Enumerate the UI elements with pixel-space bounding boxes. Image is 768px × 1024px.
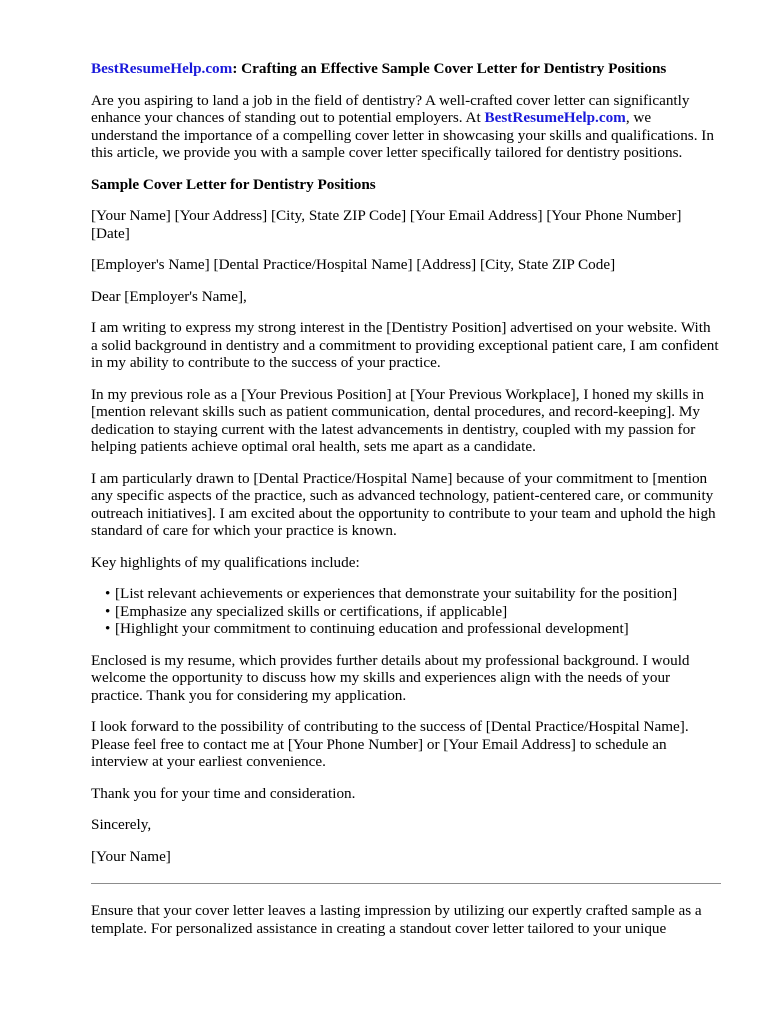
list-item-text: [Emphasize any specialized skills or certifications, if applicable] xyxy=(115,602,508,620)
sender-block xyxy=(91,207,721,242)
intro-site-link[interactable]: BestResumeHelp.com xyxy=(484,109,626,126)
document-content xyxy=(91,60,721,937)
letter-signature: [Your Name] xyxy=(91,847,171,865)
letter-paragraph-6: Thank you for your time and consideration. xyxy=(91,784,356,802)
letter-paragraph-3: I am particularly drawn to [Dental Practice/Hospital Name] because of your commitment to [mention any specific aspects of the practice, such as advanced technology, patient-centered care, or community outreach initiatives]. I am excited about the opportunity to contribute to your team and uphold the high standard of care for which your practice is known. xyxy=(91,469,716,539)
list-item-text: [List relevant achievements or experiences that demonstrate your suitability for the position] xyxy=(115,585,678,602)
highlights-intro: Key highlights of my qualifications include: xyxy=(91,553,360,571)
title-text: : Crafting an Effective Sample Cover Letter for Dentistry Positions xyxy=(232,60,667,77)
letter-paragraph-2: In my previous role as a [Your Previous Position] at [Your Previous Workplace], I honed my skills in [mention relevant skills such as patient communication, dental procedures, and record-keeping]. My dedication to staying current with the latest advancements in dentistry, coupled with my passion for helping patients achieve optimal oral health, sets me apart as a candidate. xyxy=(91,385,704,455)
list-item xyxy=(105,602,721,621)
recipient-block: [Employer's Name] [Dental Practice/Hospital Name] [Address] [City, State ZIP Code] xyxy=(91,256,616,273)
site-link[interactable]: BestResumeHelp.com xyxy=(91,60,233,77)
sender-date: [Date] xyxy=(91,224,130,242)
divider xyxy=(91,883,721,884)
sender-line-1: [Your Name] [Your Address] [City, State ZIP Code] [Your Email Address] [Your Phone Number] xyxy=(91,207,682,224)
letter-closing: Sincerely, xyxy=(91,816,152,833)
page-title xyxy=(91,60,721,78)
letter-paragraph-5: I look forward to the possibility of contributing to the success of [Dental Practice/Hospital Name]. Please feel free to contact me at [Your Phone Number] or [Your Email Address] to schedule an interview at your earliest convenience. xyxy=(91,718,689,770)
list-item xyxy=(105,585,721,603)
letter-greeting: Dear [Employer's Name], xyxy=(91,287,247,305)
section-heading: Sample Cover Letter for Dentistry Positions xyxy=(91,175,376,193)
highlights-list xyxy=(91,585,721,638)
bullet-icon: • xyxy=(105,620,111,637)
intro-text-1: Are you aspiring to land a job in the field of dentistry? A well-crafted cover letter can significantly enhance your chances of standing out to potential employers. At xyxy=(91,91,690,126)
footer-paragraph: Ensure that your cover letter leaves a lasting impression by utilizing our expertly crafted sample as a template. For personalized assistance in creating a standout cover letter tailored to your unique xyxy=(91,902,702,937)
letter-paragraph-4: Enclosed is my resume, which provides further details about my professional background. I would welcome the opportunity to discuss how my skills and experiences align with the needs of your practice. Thank you for considering my application. xyxy=(91,651,690,704)
intro-paragraph xyxy=(91,92,721,162)
letter-paragraph-1: I am writing to express my strong interest in the [Dentistry Position] advertised on your website. With a solid background in dentistry and a commitment to providing exceptional patient care, I am confident in my ability to contribute to the success of your practice. xyxy=(91,319,719,371)
list-item-text: [Highlight your commitment to continuing education and professional development] xyxy=(115,620,629,637)
intro-text-2: , we understand the importance of a compelling cover letter in showcasing your skills and qualifications. In this article, we provide you with a sample cover letter specifically tailored for dentistry positions. xyxy=(91,109,714,161)
bullet-icon: • xyxy=(105,602,111,620)
bullet-icon: • xyxy=(105,585,111,602)
list-item xyxy=(105,620,721,638)
